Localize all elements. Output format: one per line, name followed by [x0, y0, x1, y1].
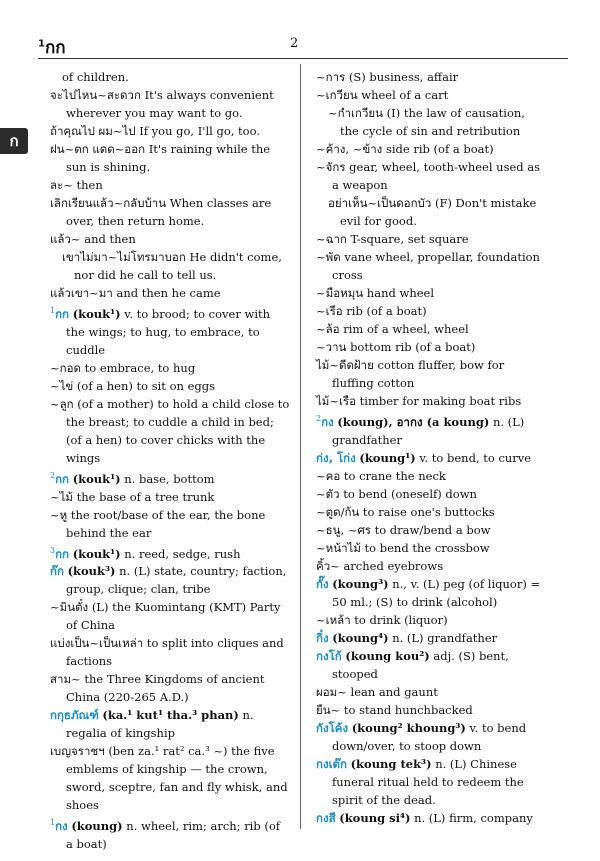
sub-entry: เขาไม่มา~ไม่โทรมาบอก He didn't come, nor did he call to tell us. [62, 250, 282, 282]
sub-entry: ~ล้อ rim of a wheel, wheel [316, 322, 469, 336]
sub-entry: ฝน~ตก แดด~ออก It's raining while the sun is shining. [50, 142, 271, 174]
entry-headword: กงโก้ [316, 648, 342, 663]
entry-headword: กก [55, 306, 70, 321]
homograph-number: 3 [50, 545, 56, 555]
pronunciation: (koung) [71, 819, 123, 834]
entry-headword: กกุธภัณฑ์ [50, 708, 99, 723]
definition: n. reed, sedge, rush [124, 546, 241, 561]
sub-entry: ~คอ to crane the neck [316, 468, 446, 483]
homograph-number: 1 [50, 818, 56, 828]
definition: n. (L) firm, company [414, 810, 533, 825]
sub-entry: ไม้~ดีดฝ้าย cotton fluffer, bow for fluffing cotton [316, 358, 505, 390]
pronunciation: (koung² khoung³) [351, 720, 466, 735]
entry-headword: ก๊ก [50, 564, 64, 579]
dictionary-entry [44, 542, 290, 563]
sub-entry: ~ฉาก T-square, set square [316, 232, 469, 246]
dictionary-entry [310, 719, 546, 755]
sub-entry: จะไปไหน~สะดวก It's always convenient wherever you may want to go. [50, 88, 274, 120]
sub-entry: ~เหล้า to drink (liquor) [316, 612, 448, 627]
sub-entry: ~หู the root/base of the ear, the bone behind the ear [50, 507, 266, 540]
dictionary-entry [44, 467, 290, 488]
sub-entry: เบญจราชฯ (ben za.¹ rat² ca.³ ~) the five emblems of kingship — the crown, sword, sceptre, fan and fly whisk, and shoes [50, 744, 288, 813]
sub-entry: ~พัด vane wheel, propellar, foundation cross [316, 250, 540, 282]
dictionary-entry [310, 410, 546, 449]
definition: n. base, bottom [124, 471, 215, 486]
pronunciation: (kouk¹) [72, 546, 121, 561]
entry-headword: กก [55, 471, 70, 486]
entry-headword: กงเต๊ก [316, 756, 347, 771]
page-number: 2 [290, 36, 299, 51]
homograph-number: 1 [50, 306, 56, 315]
sub-entry: ผอม~ lean and gaunt [316, 684, 438, 699]
sub-entry: ~กำเกวียน (I) the law of causation, the cycle of sin and retribution [328, 106, 525, 138]
definition: n. (L) grandfather [392, 630, 498, 645]
column-divider [300, 64, 301, 829]
dictionary-entry [310, 809, 546, 827]
entry-headword: กังโค้ง [316, 720, 349, 735]
sub-entry: ยืน~ to stand hunchbacked [316, 702, 473, 717]
definition: n. (L) Chinese funeral ritual held to redeem the spirit of the dead. [332, 756, 524, 807]
pronunciation: (koung kou²) [345, 648, 430, 663]
sub-entry: ถ้าคุณไป ผม~ไป If you go, I'll go, too. [50, 124, 260, 138]
dictionary-entry [310, 647, 546, 683]
sub-entry: ไม้~เรือ timber for making boat ribs [316, 394, 522, 408]
definition: n. wheel, rim; arch; rib (of a boat) [66, 819, 281, 852]
sub-entry: ~ค้าง, ~ข้าง side rib (of a boat) [316, 142, 494, 156]
dictionary-entry [310, 449, 546, 467]
pronunciation: (koung), อากง (a koung) [337, 414, 490, 429]
pronunciation: (koung⁴) [332, 630, 389, 645]
homograph-number: 2 [316, 414, 322, 423]
sub-entry: ~มินตั๋ง (L) the Kuomintang (KMT) Party of China [50, 600, 281, 633]
sub-entry: ละ~ then [50, 178, 103, 192]
entry-headword: กก [55, 546, 70, 561]
pronunciation: (kouk¹) [72, 471, 121, 486]
dictionary-entry [44, 706, 290, 742]
sub-entry: ~เรือ rib (of a boat) [316, 304, 427, 318]
sub-entry: แล้ว~ and then [50, 232, 136, 246]
pronunciation: (kouk³) [67, 564, 116, 579]
dictionary-entry [44, 814, 290, 853]
sub-entry: ~จักร gear, wheel, tooth-wheel used as a weapon [316, 160, 541, 192]
pronunciation: (koung si⁴) [339, 810, 411, 825]
definition: v. to bend, to curve [419, 450, 532, 465]
pronunciation: (koung tek³) [350, 756, 432, 771]
sub-entry: แล้วเขา~มา and then he came [50, 286, 221, 300]
entry-headword: กง [55, 819, 68, 834]
pronunciation: (ka.¹ kut¹ tha.³ phan) [102, 708, 239, 723]
thumb-index-tab[interactable]: ก [0, 128, 28, 154]
page-header [38, 30, 568, 58]
pronunciation: (koung³) [332, 576, 389, 591]
dictionary-entry [310, 755, 546, 809]
entry-headword: ก่ง, โก่ง [316, 450, 356, 465]
entry-headword: กั๊ง [316, 576, 329, 591]
dictionary-entry [44, 562, 290, 598]
homograph-number: 2 [50, 470, 56, 480]
pronunciation: (koung¹) [359, 450, 416, 465]
sub-entry: สาม~ the Three Kingdoms of ancient China (220-265 A.D.) [50, 672, 265, 705]
dictionary-entry [44, 302, 290, 359]
sub-entry: ~ตูด/ก้น to raise one's buttocks [316, 504, 495, 519]
left-column [44, 68, 290, 853]
definition: n., v. (L) peg (of liquor) = 50 ml.; (S) to drink (alcohol) [332, 576, 541, 609]
sub-entry: เลิกเรียนแล้ว~กลับบ้าน When classes are over, then return home. [50, 196, 272, 228]
sub-entry: ~เกวียน wheel of a cart [316, 88, 449, 102]
definition: v. to brood; to cover with the wings; to hug, to embrace, to cuddle [66, 306, 271, 357]
sub-entry: ~วาน bottom rib (of a boat) [316, 340, 476, 354]
entry-headword: กงสี [316, 810, 336, 825]
entry-headword: กง [321, 414, 334, 429]
right-column [310, 68, 546, 827]
sub-entry: คิ้ว~ arched eyebrows [316, 558, 444, 573]
definition: n. regalia of kingship [66, 708, 254, 741]
dictionary-entry [310, 575, 546, 611]
definition: v. to bend down/over, to stoop down [332, 720, 527, 753]
pronunciation: (kouk¹) [72, 306, 121, 321]
definition: adj. (S) bent, stooped [332, 648, 509, 681]
header-rule [38, 58, 568, 59]
sub-entry: แบ่งเป็น~เป็นเหล่า to split into cliques and factions [50, 636, 284, 669]
sub-entry: อย่าเห็น~เป็นดอกบัว (F) Don't mistake evil for good. [328, 196, 537, 228]
definition: n. (L) state, country; faction, group, clique; clan, tribe [66, 564, 287, 597]
entry-headword: กิ๋ง [316, 630, 329, 645]
sub-entry: ~ธนู, ~ศร to draw/bend a bow [316, 522, 491, 537]
sub-entry: ~ไข่ (of a hen) to sit on eggs [50, 378, 216, 393]
sub-entry: ~การ (S) business, affair [316, 70, 459, 84]
sub-entry: ~กอด to embrace, to hug [50, 360, 196, 375]
sub-entry: ~ตัว to bend (oneself) down [316, 486, 477, 501]
definition: n. (L) grandfather [332, 414, 525, 447]
sub-entry: ~หน้าไม้ to bend the crossbow [316, 540, 490, 555]
continuation-text: of children. [62, 70, 129, 84]
sub-entry: ~ลูก (of a mother) to hold a child close to the breast; to cuddle a child in bed; (of a hen) to cover chicks with the wings [50, 396, 290, 465]
sub-entry: ~ไม้ the base of a tree trunk [50, 489, 215, 504]
running-headword: $^1$กก [38, 38, 66, 58]
sub-entry: ~มือหมุน hand wheel [316, 286, 435, 300]
dictionary-entry [310, 629, 546, 647]
